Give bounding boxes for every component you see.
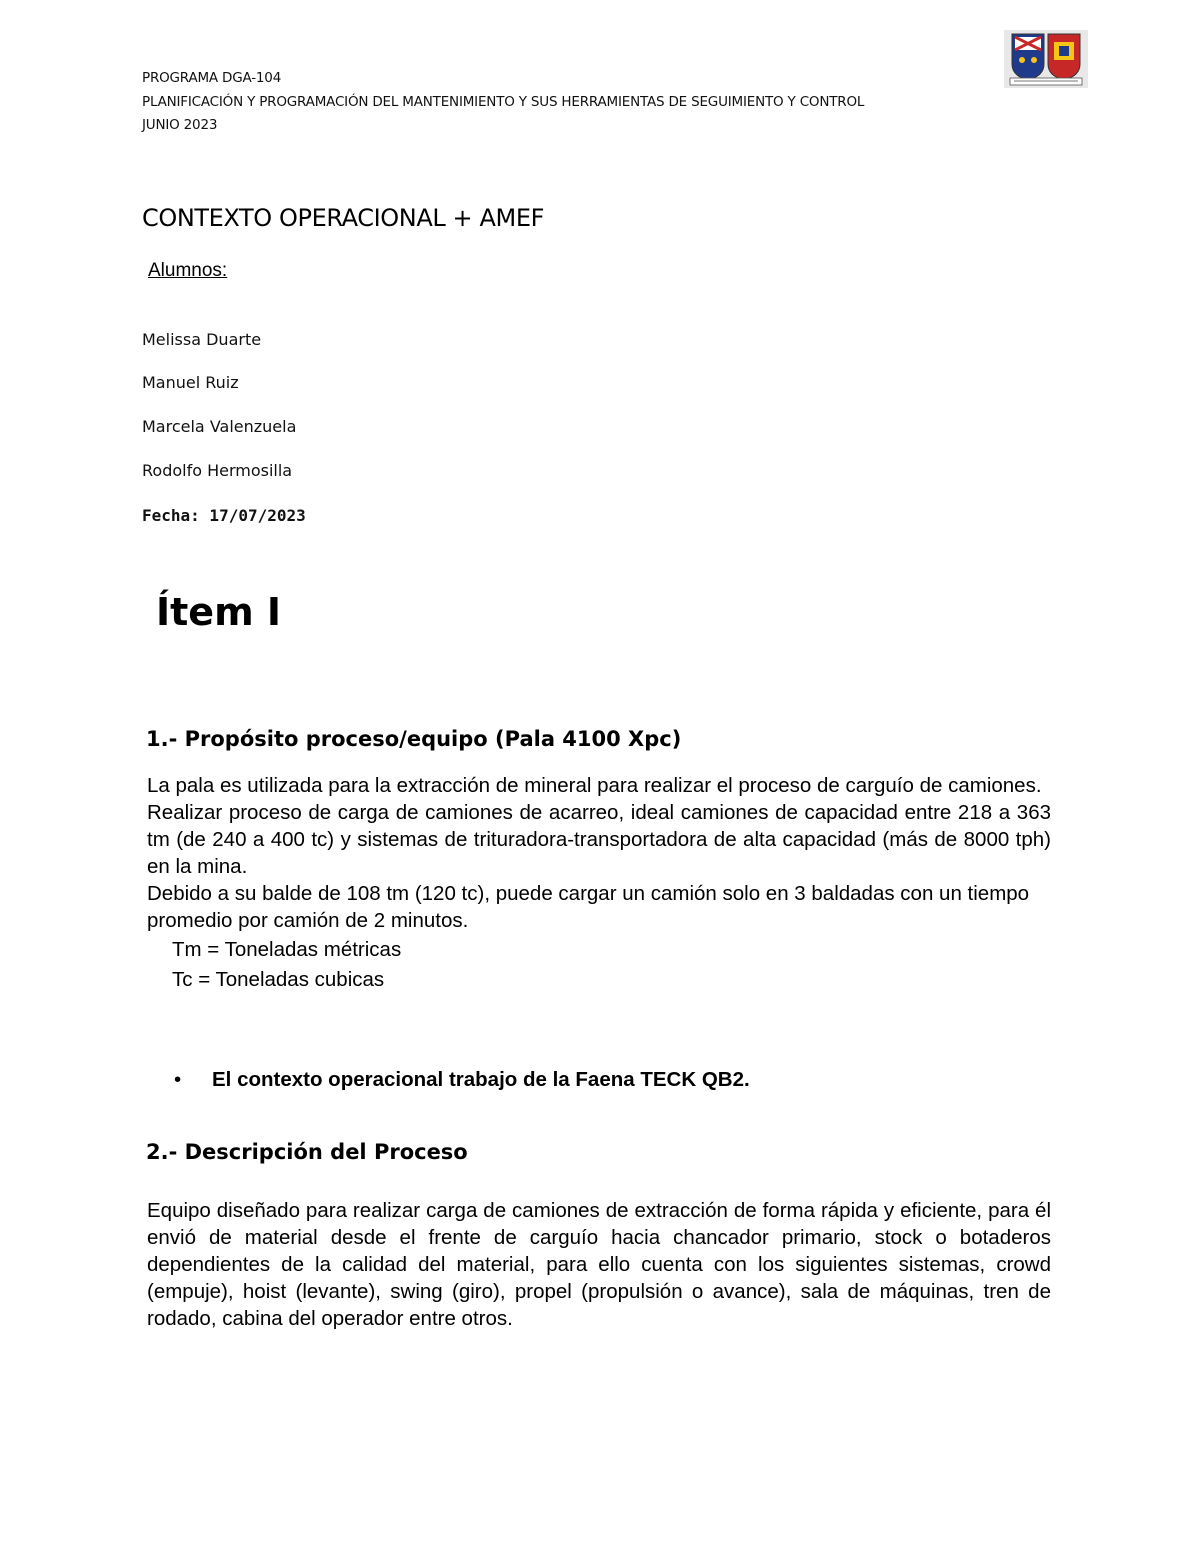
student-name: Manuel Ruiz [142, 373, 239, 392]
date-field: Fecha: 17/07/2023 [142, 506, 306, 525]
document-title: CONTEXTO OPERACIONAL + AMEF [142, 204, 544, 232]
header-course: PLANIFICACIÓN Y PROGRAMACIÓN DEL MANTENIMIENTO Y SUS HERRAMIENTAS DE SEGUIMIENTO Y CONTROL [142, 94, 865, 110]
section-1-body [147, 772, 1051, 993]
students-label: Alumnos: [148, 260, 228, 281]
bullet-icon: • [174, 1068, 182, 1091]
header-program: PROGRAMA DGA-104 [142, 70, 282, 86]
paragraph: La pala es utilizada para la extracción de mineral para realizar el proceso de carguío de camiones. [147, 774, 1042, 797]
student-name: Marcela Valenzuela [142, 417, 297, 436]
item-title: Ítem I [156, 590, 282, 634]
paragraph: Equipo diseñado para realizar carga de camiones de extracción de forma rápida y eficiente, para él envió de material desde el frente de carguío hacia chancador primario, stock o botaderos dependientes de la calidad del material, para ello cuenta con los siguientes sistemas, crowd (empuje), hoist (levante), swing (giro), propel (propulsión o avance), sala de máquinas, tren de rodado, cabina del operador entre otros. [147, 1199, 1051, 1330]
definition-tc: Tc = Toneladas cubicas [172, 968, 385, 991]
paragraph: Realizar proceso de carga de camiones de acarreo, ideal camiones de capacidad entre 218 a 363 tm (de 240 a 400 tc) y sistemas de trituradora-transportadora de alta capacidad (más de 8000 tph) en la mina. [147, 801, 1051, 878]
paragraph: Debido a su balde de 108 tm (120 tc), puede cargar un camión solo en 3 baldadas con un tiempo promedio por camión de 2 minutos. [147, 882, 1030, 932]
student-name: Rodolfo Hermosilla [142, 461, 293, 480]
student-name: Melissa Duarte [142, 330, 262, 349]
bullet-item [174, 1068, 750, 1092]
section-2-body [147, 1197, 1051, 1332]
definition-tm: Tm = Toneladas métricas [172, 938, 402, 961]
header-date: JUNIO 2023 [142, 117, 218, 133]
section-2-heading: 2.- Descripción del Proceso [146, 1140, 468, 1164]
section-1-heading: 1.- Propósito proceso/equipo (Pala 4100 Xpc) [146, 727, 682, 751]
bullet-text: El contexto operacional trabajo de la Faena TECK QB2. [212, 1068, 750, 1091]
university-crest-icon [1004, 30, 1088, 88]
